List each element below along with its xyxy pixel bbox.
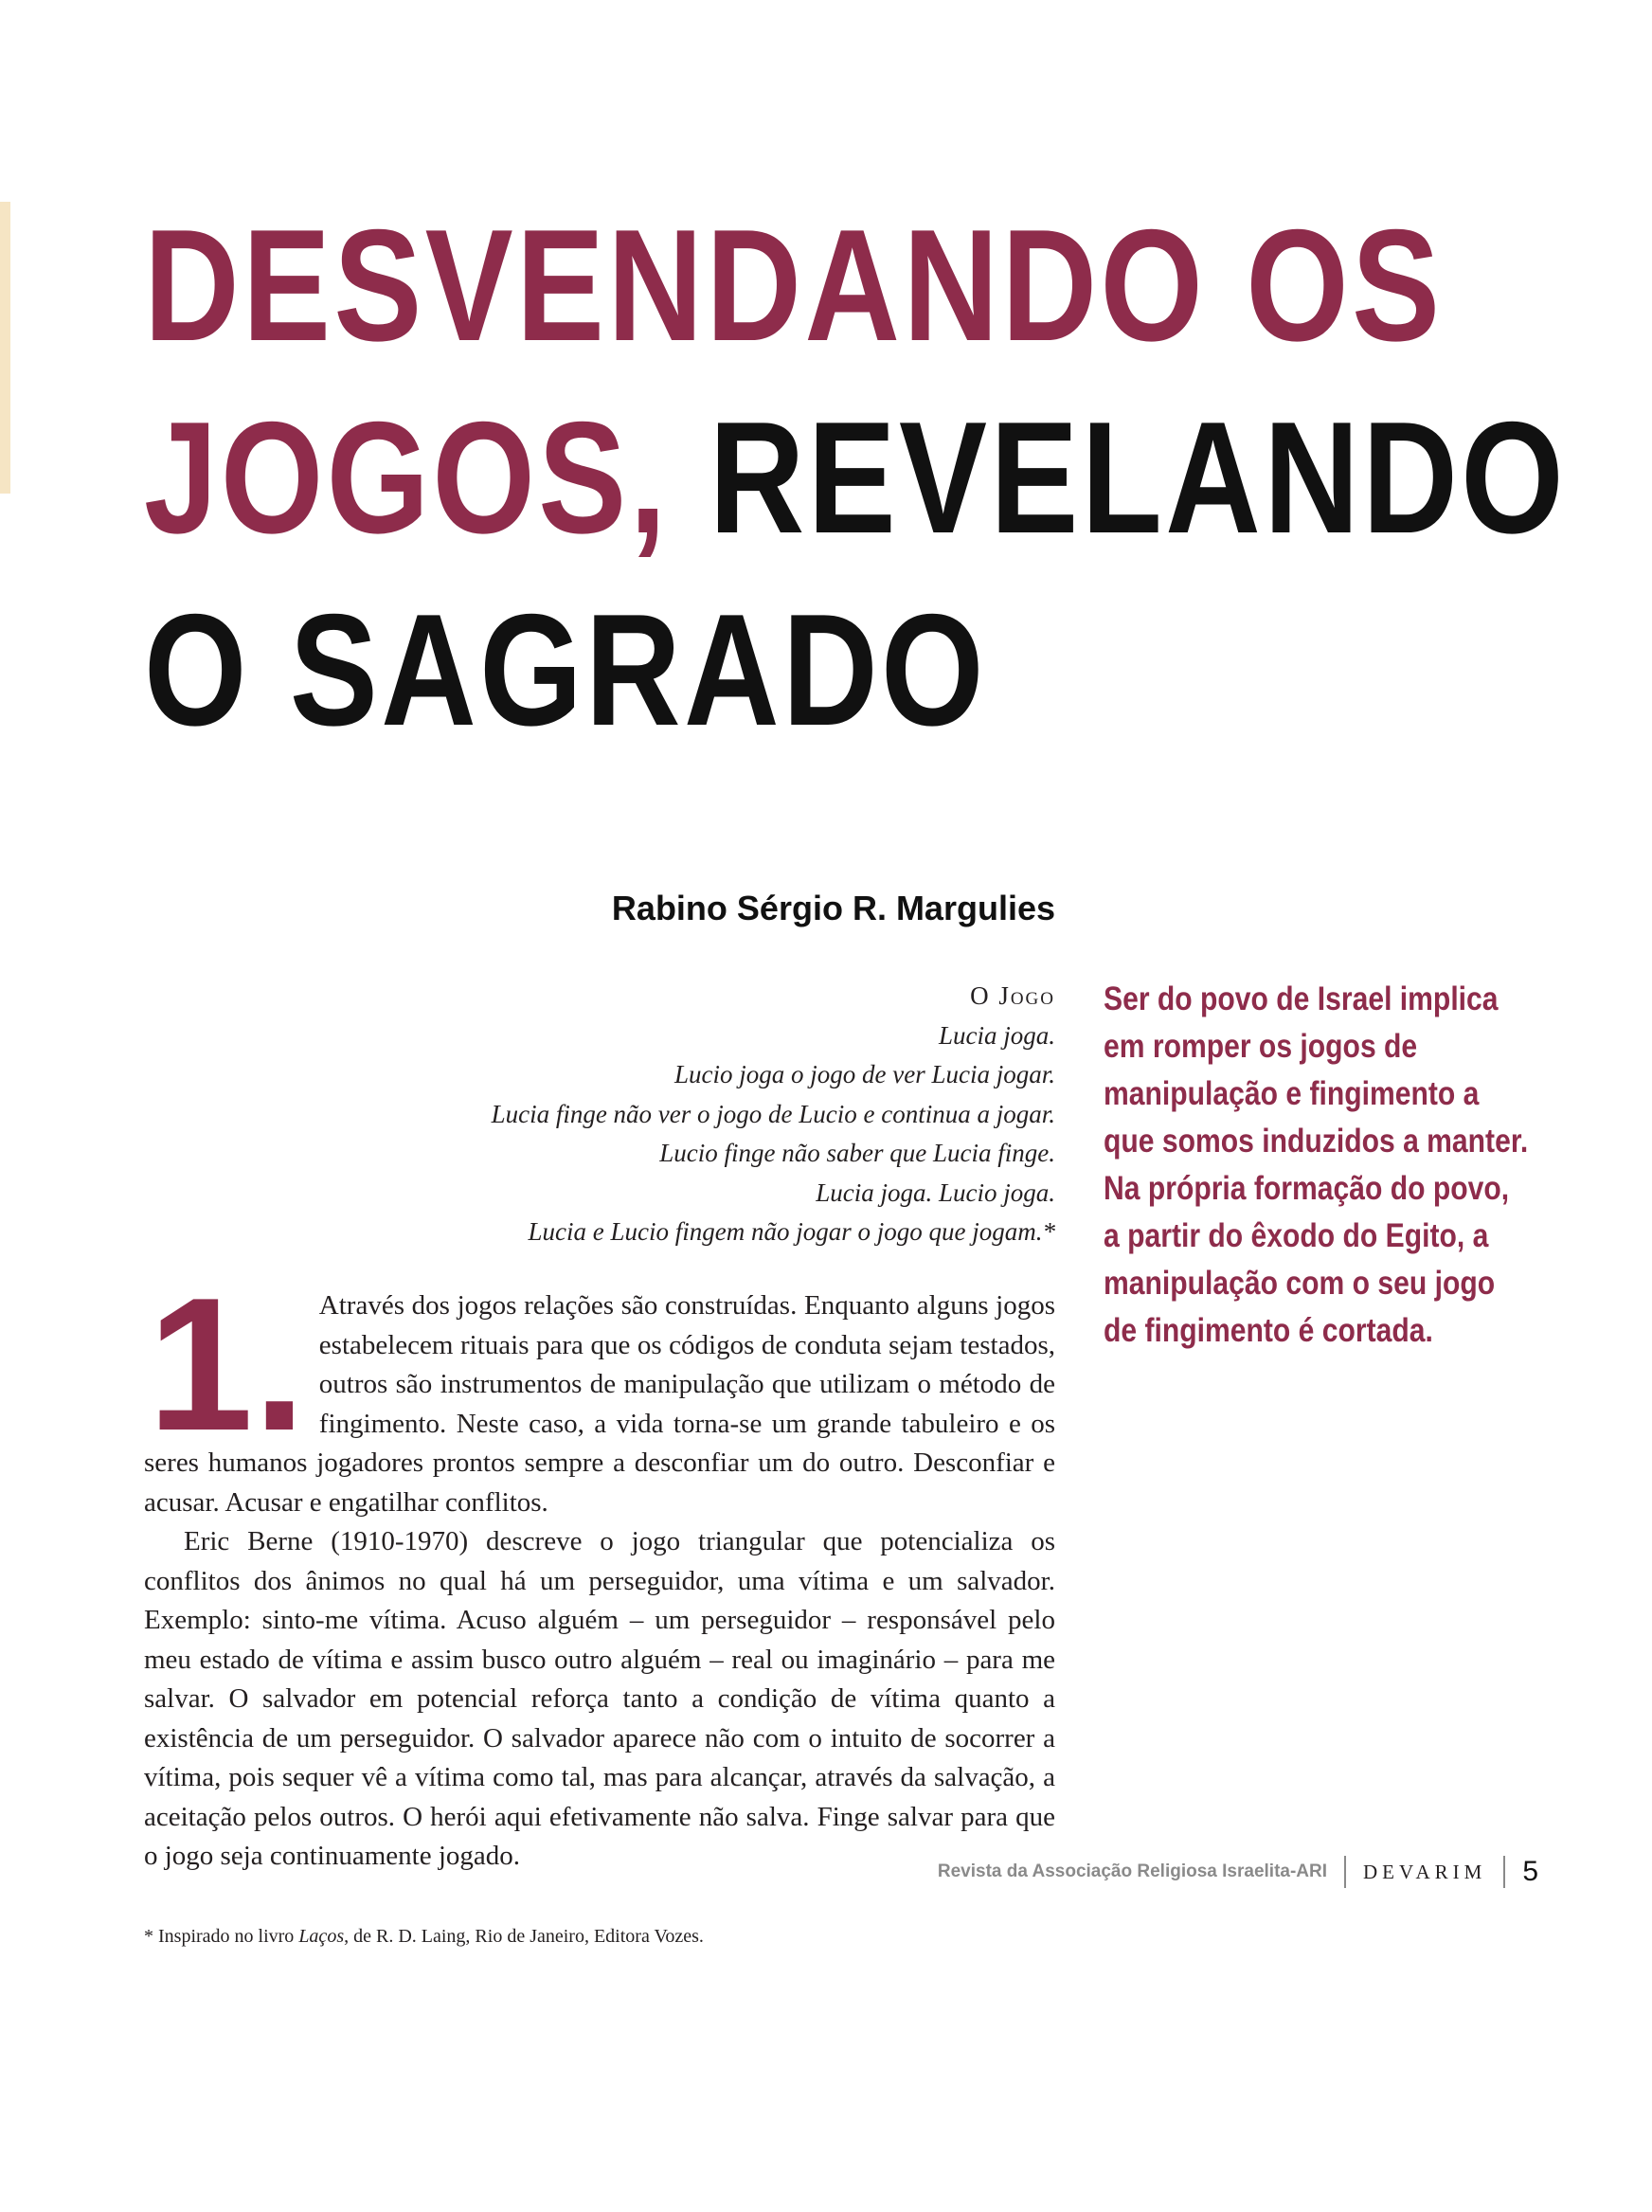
page-footer xyxy=(938,1853,1538,1891)
pull-quote-line: manipulação com o seu jogo xyxy=(1104,1265,1496,1302)
headline-line-2-dark: REVELANDO xyxy=(669,388,1568,566)
pull-quote-line: a partir do êxodo do Egito, a xyxy=(1104,1217,1489,1254)
pull-quote-line: que somos induzidos a manter. xyxy=(1104,1123,1529,1160)
footnote-book-title: Laços xyxy=(298,1926,345,1947)
headline-line-3: O SAGRADO xyxy=(144,581,987,759)
footnote-text-start: * Inspirado no livro xyxy=(144,1926,299,1947)
poem-line: Lucia joga. Lucio joga. xyxy=(816,1178,1055,1207)
poem-line: Lucia finge não ver o jogo de Lucio e continua a jogar. xyxy=(491,1099,1055,1128)
headline-line-2 xyxy=(144,382,1568,574)
pull-quote-line: Ser do povo de Israel implica xyxy=(1104,980,1499,1017)
body-paragraph-1: Através dos jogos relações são construídas. Enquanto alguns jogos estabelecem rituais para que os códigos de conduta sejam testados, outros são instrumentos de manipulação que utilizam o método de fingimento. Neste caso, a vida torna-se um grande tabuleiro e os seres humanos jogadores prontos sempre a desconfiar um do outro. Desconfiar e acusar. Acusar e engatilhar conflitos. xyxy=(144,1290,1055,1518)
poem-line: Lucio finge não saber que Lucia finge. xyxy=(659,1139,1055,1167)
article-headline xyxy=(144,189,1568,766)
poem-line: Lucio joga o jogo de ver Lucia jogar. xyxy=(674,1060,1055,1088)
drop-cap-number: 1. xyxy=(148,1259,306,1470)
headline-line-2-accent: JOGOS, xyxy=(144,388,670,566)
footer-magazine-name: DEVARIM xyxy=(1363,1860,1487,1883)
headline-line-1: DESVENDANDO OS xyxy=(144,196,1444,374)
poem-title: O Jogo xyxy=(970,981,1055,1010)
footnote-text-end: , de R. D. Laing, Rio de Janeiro, Editora Vozes. xyxy=(344,1926,704,1947)
footer-divider xyxy=(1503,1856,1505,1888)
page-number: 5 xyxy=(1522,1856,1538,1887)
footnote xyxy=(144,1926,704,1948)
body-paragraph-2: Eric Berne (1910-1970) descreve o jogo triangular que potencializa os conflitos dos ânimos no qual há um perseguidor, uma vítima e um salvador. Exemplo: sinto-me vítima. Acuso alguém – um perseguidor – responsável pelo meu estado de vítima e assim busco outro alguém – real ou imaginário – para me salvar. O salvador em potencial reforça tanto a condição de vítima quanto a existência de um perseguidor. O salvador aparece não com o intuito de socorrer a vítima, pois sequer vê a vítima como tal, mas para alcançar, através da salvação, a aceitação pelos outros. O herói aqui efetivamente não salva. Finge salvar para que o jogo seja continuamente jogado. xyxy=(144,1526,1055,1871)
author-byline: Rabino Sérgio R. Margulies xyxy=(611,889,1055,927)
pull-quote-line: Na própria formação do povo, xyxy=(1104,1170,1510,1207)
poem-line: Lucia e Lucio fingem não jogar o jogo que jogam.* xyxy=(528,1217,1055,1246)
pull-quote-line: de fingimento é cortada. xyxy=(1104,1312,1433,1349)
pull-quote xyxy=(1104,976,1527,1355)
article-body xyxy=(144,1259,1055,1877)
pull-quote-line: em romper os jogos de xyxy=(1104,1028,1418,1065)
footer-publication-name: Revista da Associação Religiosa Israelita-ARI xyxy=(937,1861,1328,1881)
poem-line: Lucia joga. xyxy=(938,1020,1055,1050)
footer-divider xyxy=(1344,1856,1346,1888)
epigraph-poem xyxy=(284,977,1055,1252)
side-accent-bar xyxy=(0,202,10,494)
pull-quote-line: manipulação e fingimento a xyxy=(1104,1075,1480,1112)
